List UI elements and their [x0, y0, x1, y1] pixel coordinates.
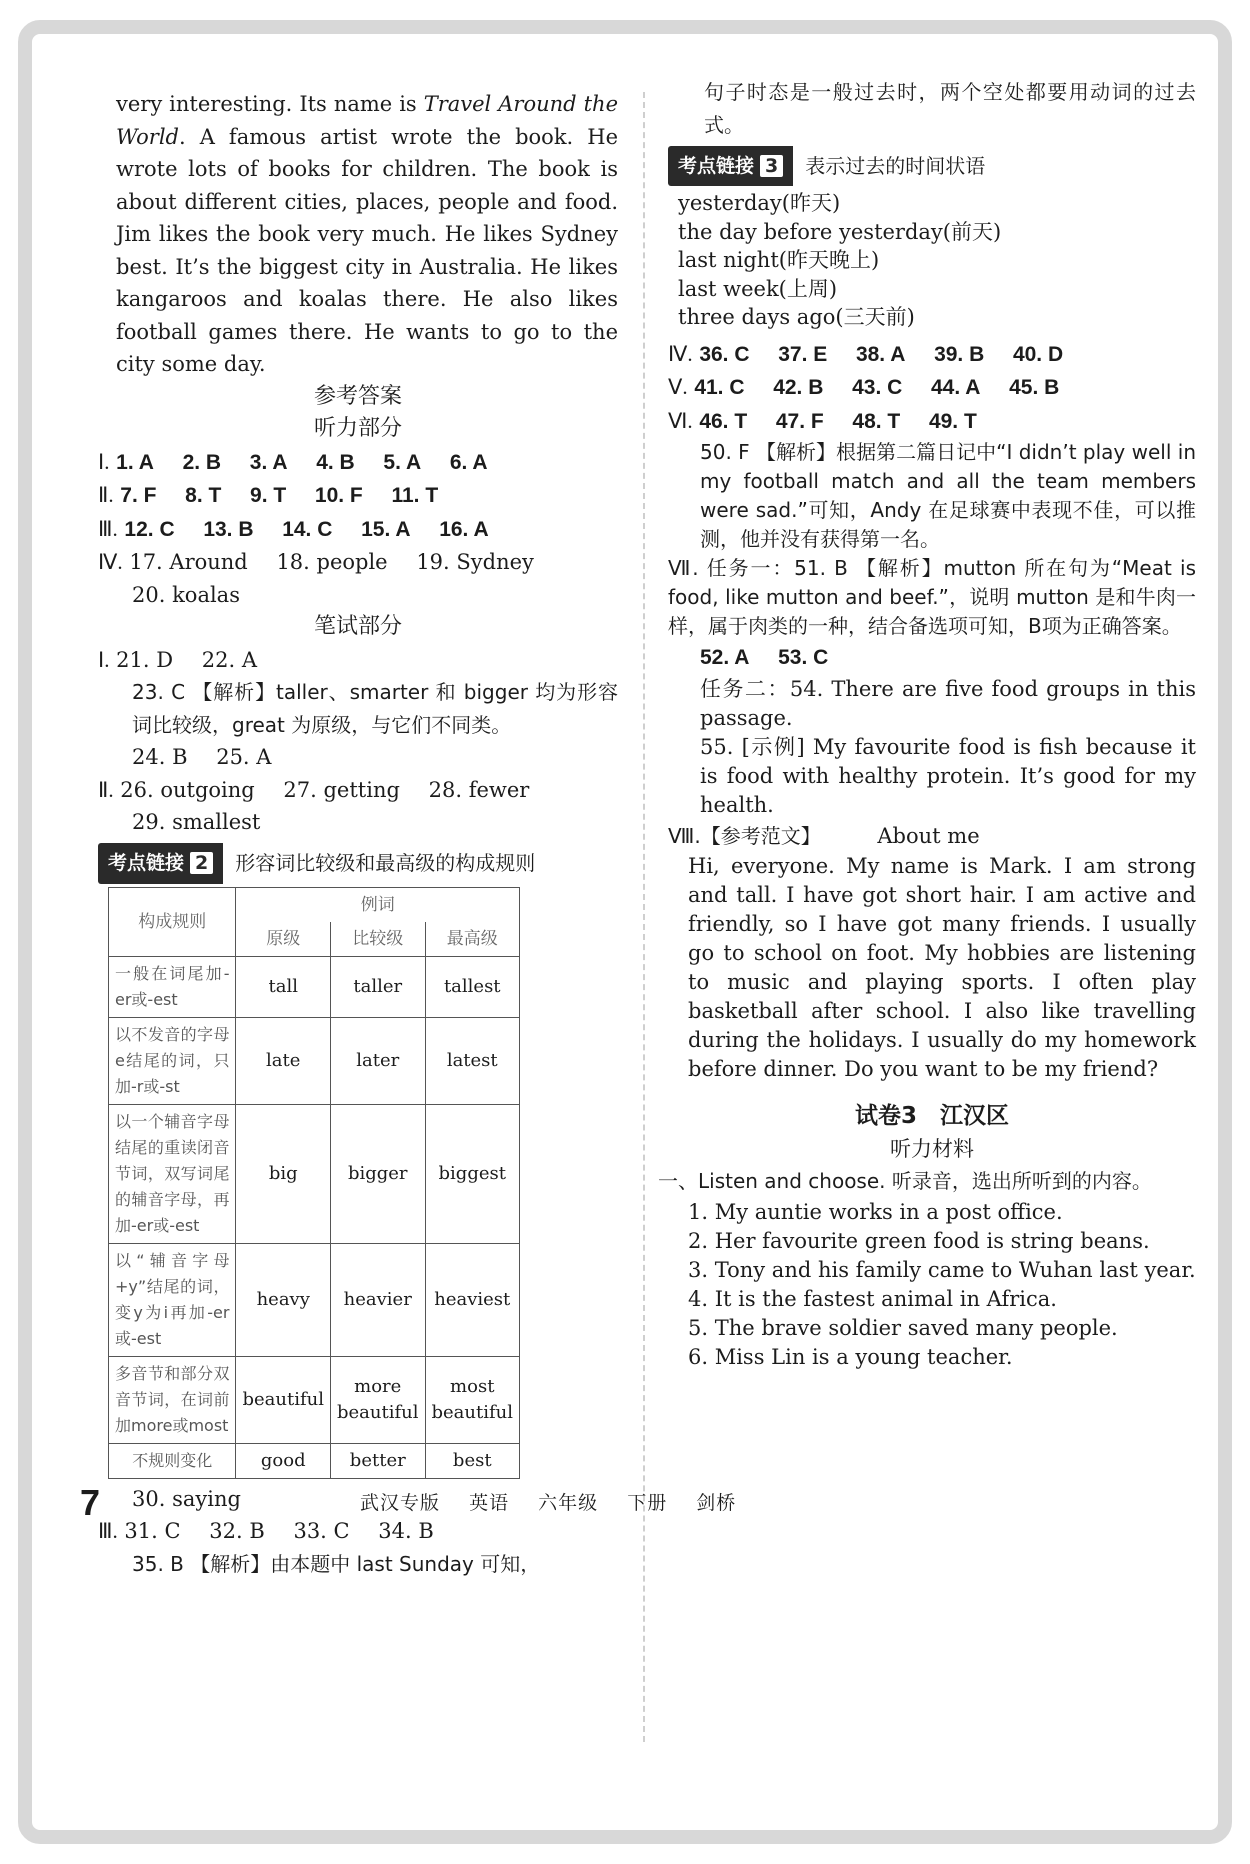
answer-item: 8. T	[185, 484, 222, 507]
word-cell: latest	[425, 1017, 520, 1104]
answer-item: 25. A	[216, 745, 272, 769]
section-number: Ⅳ.	[668, 341, 693, 366]
answer-row-1	[98, 446, 618, 480]
badge-number: 2	[190, 852, 213, 874]
header-example: 例词	[236, 887, 520, 922]
paper3-subtitle: 听力材料	[890, 1136, 974, 1161]
word-cell: taller	[331, 956, 426, 1017]
list-item: 2. Her favourite green food is string beans.	[688, 1228, 1150, 1253]
rule-cell: 多音节和部分双音节词，在词前加more或most	[109, 1356, 236, 1443]
answer-20: 20. koalas	[132, 582, 240, 607]
word-cell: tallest	[425, 956, 520, 1017]
answer-item: 47. F	[775, 409, 824, 433]
comparative-rules-table	[108, 887, 520, 1479]
answer-item: 40. D	[1012, 342, 1064, 366]
word-cell: tall	[236, 956, 331, 1017]
footer	[360, 1488, 758, 1515]
list-item: last night(昨天晚上)	[678, 248, 880, 272]
table-row	[109, 956, 520, 1017]
answer-item: 31. C	[124, 1519, 181, 1543]
rule-cell: 以“辅音字母+y”结尾的词，变y为i再加-er或-est	[109, 1243, 236, 1356]
answer-item: 12. C	[124, 517, 175, 541]
answer-item: 53. C	[778, 646, 829, 669]
list-item: the day before yesterday(前天)	[678, 219, 1002, 244]
footer-item: 武汉专版	[360, 1492, 441, 1514]
rule-cell: 不规则变化	[109, 1443, 236, 1478]
word-cell: later	[331, 1017, 426, 1104]
answer-item: 52. A	[700, 646, 750, 669]
answer-54: 任务二：54. There are five food groups in this passage.	[700, 676, 1196, 730]
answer-item: 44. A	[930, 376, 981, 399]
answer-item: 19. Sydney	[416, 550, 534, 574]
table-row	[109, 1104, 520, 1243]
answer-item: 39. B	[934, 342, 985, 366]
table-row	[109, 1017, 520, 1104]
header-superlative: 最高级	[425, 922, 520, 957]
passage-text-1: very interesting. Its name is	[116, 92, 424, 116]
answer-row-iv	[668, 338, 1196, 372]
answer-item: 1. A	[116, 450, 154, 474]
list-item: last week(上周)	[678, 276, 838, 301]
answer-row-5	[98, 644, 618, 677]
answer-item: 17. Around	[129, 550, 248, 574]
answer-row-52	[668, 641, 1196, 675]
answer-item: 6. A	[449, 450, 488, 474]
answer-row-7	[98, 774, 618, 807]
word-cell: most beautiful	[425, 1356, 520, 1443]
answer-row-6	[98, 741, 618, 774]
answer-item: 26. outgoing	[120, 777, 255, 802]
answer-item: 18. people	[276, 550, 388, 574]
answer-item: 33. C	[293, 1519, 350, 1543]
paper3-title: 试卷3 江汉区	[854, 1103, 1009, 1129]
word-cell: big	[236, 1104, 331, 1243]
badge-title: 表示过去的时间状语	[805, 153, 986, 178]
answer-row-3	[98, 513, 618, 547]
answer-row-4	[98, 546, 618, 579]
section-number: Ⅵ.	[668, 408, 693, 433]
model-essay: Hi, everyone. My name is Mark. I am strong and tall. I have got short hair. I am active and friendly, so I have got many friends. I usually go to school on foot. My hobbies are listening to music and playing sports. I often play basketball after school. I also like travelling during the holidays. I usually do my homework before dinner. Do you want to be my friend?	[688, 854, 1196, 1081]
answer-item: 48. T	[852, 409, 901, 433]
rule-cell: 以一个辅音字母结尾的重读闭音节词，双写词尾的辅音字母，再加-er或-est	[109, 1104, 236, 1243]
section-number: Ⅱ.	[98, 483, 114, 507]
footer-item: 下册	[627, 1492, 668, 1514]
rule-cell: 以不发音的字母e结尾的词，只加-r或-st	[109, 1017, 236, 1104]
word-cell: heaviest	[425, 1243, 520, 1356]
word-cell: more beautiful	[331, 1356, 426, 1443]
answer-item: 36. C	[699, 342, 750, 366]
word-cell: bigger	[331, 1104, 426, 1243]
footer-item: 六年级	[538, 1492, 599, 1514]
list-item: yesterday(昨天)	[678, 191, 841, 215]
word-cell: better	[331, 1443, 426, 1478]
list-item: three days ago(三天前)	[678, 305, 915, 329]
list-item: 3. Tony and his family came to Wuhan last year.	[688, 1257, 1196, 1282]
answer-item: 22. A	[201, 647, 257, 672]
answer-item: 21. D	[116, 647, 174, 672]
right-column	[658, 76, 1196, 1372]
key-point-link-3	[668, 147, 1196, 185]
answer-35: 35. B 【解析】由本题中 last Sunday 可知，	[132, 1551, 541, 1576]
written-title: 笔试部分	[313, 614, 402, 639]
section-number: Ⅱ.	[98, 777, 114, 802]
answer-item: 28. fewer	[428, 777, 530, 802]
answer-item: 42. B	[773, 376, 824, 399]
badge-number: 3	[760, 155, 783, 177]
list-item: 5. The brave soldier saved many people.	[688, 1315, 1118, 1340]
footer-item: 英语	[469, 1492, 510, 1514]
answer-item: 37. E	[778, 342, 828, 366]
word-cell: heavier	[331, 1243, 426, 1356]
answer-29: 29. smallest	[132, 810, 261, 834]
section-1-instruction: 一、Listen and choose. 听录音，选出所听到的内容。	[658, 1169, 1152, 1193]
word-cell: good	[236, 1443, 331, 1478]
answer-51: Ⅶ. 任务一：51. B 【解析】mutton 所在句为“Meat is food, like mutton and beef.”，说明 mutton 是和牛肉一样，属于肉类的一种，结合备选项可知，B项为正确答案。	[668, 556, 1196, 638]
badge-label: 考点链接	[108, 852, 185, 875]
answer-item: 13. B	[203, 517, 254, 541]
time-expressions-list	[668, 189, 1196, 332]
answer-item: 5. A	[383, 450, 422, 474]
answer-item: 46. T	[699, 409, 748, 433]
book-title: Travel Around the World	[116, 92, 618, 149]
section-number: Ⅴ.	[668, 375, 688, 399]
passage-text-2: . A famous artist wrote the book. He wrote lots of books for children. The book is about different cities, places, people and food. Jim likes the book very much. He likes Sydney best. It’s the biggest city in Australia. He likes kangaroos and koalas there. He also likes football games there. He wants to go to the city some day.	[116, 124, 618, 376]
reading-passage	[98, 88, 618, 381]
answer-row-v	[668, 371, 1196, 405]
page-number: 7	[80, 1482, 101, 1523]
footer-item: 剑桥	[696, 1492, 737, 1514]
list-item: 4. It is the fastest animal in Africa.	[688, 1286, 1057, 1311]
word-cell: best	[425, 1443, 520, 1478]
answer-item: 38. A	[855, 342, 906, 366]
section-number: Ⅰ.	[98, 647, 110, 672]
answer-item: 10. F	[314, 484, 363, 507]
listening-sentences	[668, 1198, 1196, 1372]
answer-item: 32. B	[209, 1519, 265, 1543]
word-cell: beautiful	[236, 1356, 331, 1443]
badge-label: 考点链接	[678, 154, 755, 177]
list-item: 6. Miss Lin is a young teacher.	[688, 1344, 1013, 1369]
listening-title: 听力部分	[313, 416, 402, 441]
essay-heading	[668, 820, 1196, 853]
answer-item: 4. B	[316, 450, 355, 474]
answer-item: 15. A	[361, 517, 411, 541]
answer-item: 2. B	[182, 450, 222, 474]
table-row	[109, 1243, 520, 1356]
rule-cell: 一般在词尾加-er或-est	[109, 956, 236, 1017]
left-column	[98, 88, 618, 1580]
word-cell: heavy	[236, 1243, 331, 1356]
answer-50: 50. F 【解析】根据第二篇日记中“I didn’t play well in my football match and all the team members were sad.”可知，Andy 在足球赛中表现不佳，可以推测，他并没有获得第一名。	[700, 440, 1196, 551]
table-header-row	[109, 887, 520, 922]
table-row	[109, 1443, 520, 1478]
answer-item: 7. F	[120, 484, 157, 507]
header-rule: 构成规则	[109, 887, 236, 956]
header-comparative: 比较级	[331, 922, 426, 957]
answers-title: 参考答案	[313, 383, 402, 409]
answer-item: 41. C	[694, 376, 745, 399]
word-cell: biggest	[425, 1104, 520, 1243]
answer-item: 27. getting	[283, 777, 400, 802]
table-row	[109, 1356, 520, 1443]
answer-23: 23. C 【解析】taller、smarter 和 bigger 均为形容词比较级，great 为原级，与它们不同类。	[132, 680, 618, 737]
answer-30: 30. saying	[132, 1486, 241, 1511]
answer-item: 11. T	[391, 484, 439, 507]
answer-item: 3. A	[249, 450, 288, 474]
section-number: Ⅲ.	[98, 1519, 118, 1543]
badge-title: 形容词比较级和最高级的构成规则	[235, 851, 536, 876]
section-number: Ⅰ.	[98, 449, 110, 474]
answer-item: 34. B	[378, 1519, 434, 1543]
answer-item: 14. C	[282, 517, 333, 541]
word-cell: late	[236, 1017, 331, 1104]
answer-row-9	[98, 1515, 618, 1548]
answer-35-cont: 句子时态是一般过去时，两个空处都要用动词的过去式。	[704, 80, 1196, 137]
header-positive: 原级	[236, 922, 331, 957]
answer-item: 43. C	[852, 376, 903, 399]
answer-item: 9. T	[250, 484, 287, 507]
answer-item: 24. B	[132, 745, 188, 769]
answer-row-2	[98, 479, 618, 513]
essay-title: About me	[877, 823, 980, 848]
answer-item: 49. T	[928, 409, 977, 433]
answer-55: 55. [示例] My favourite food is fish because it is food with healthy protein. It’s good for my health.	[700, 734, 1196, 817]
answer-item: 16. A	[439, 517, 489, 541]
section-number: Ⅲ.	[98, 516, 118, 541]
answer-row-vi	[668, 405, 1196, 439]
list-item: 1. My auntie works in a post office.	[688, 1199, 1063, 1224]
answer-item: 45. B	[1009, 376, 1060, 399]
section-number: Ⅳ.	[98, 550, 123, 574]
key-point-badge	[98, 843, 223, 884]
key-point-badge	[668, 146, 793, 187]
key-point-link-2	[98, 845, 618, 883]
essay-label: Ⅷ.【参考范文】	[668, 823, 821, 848]
